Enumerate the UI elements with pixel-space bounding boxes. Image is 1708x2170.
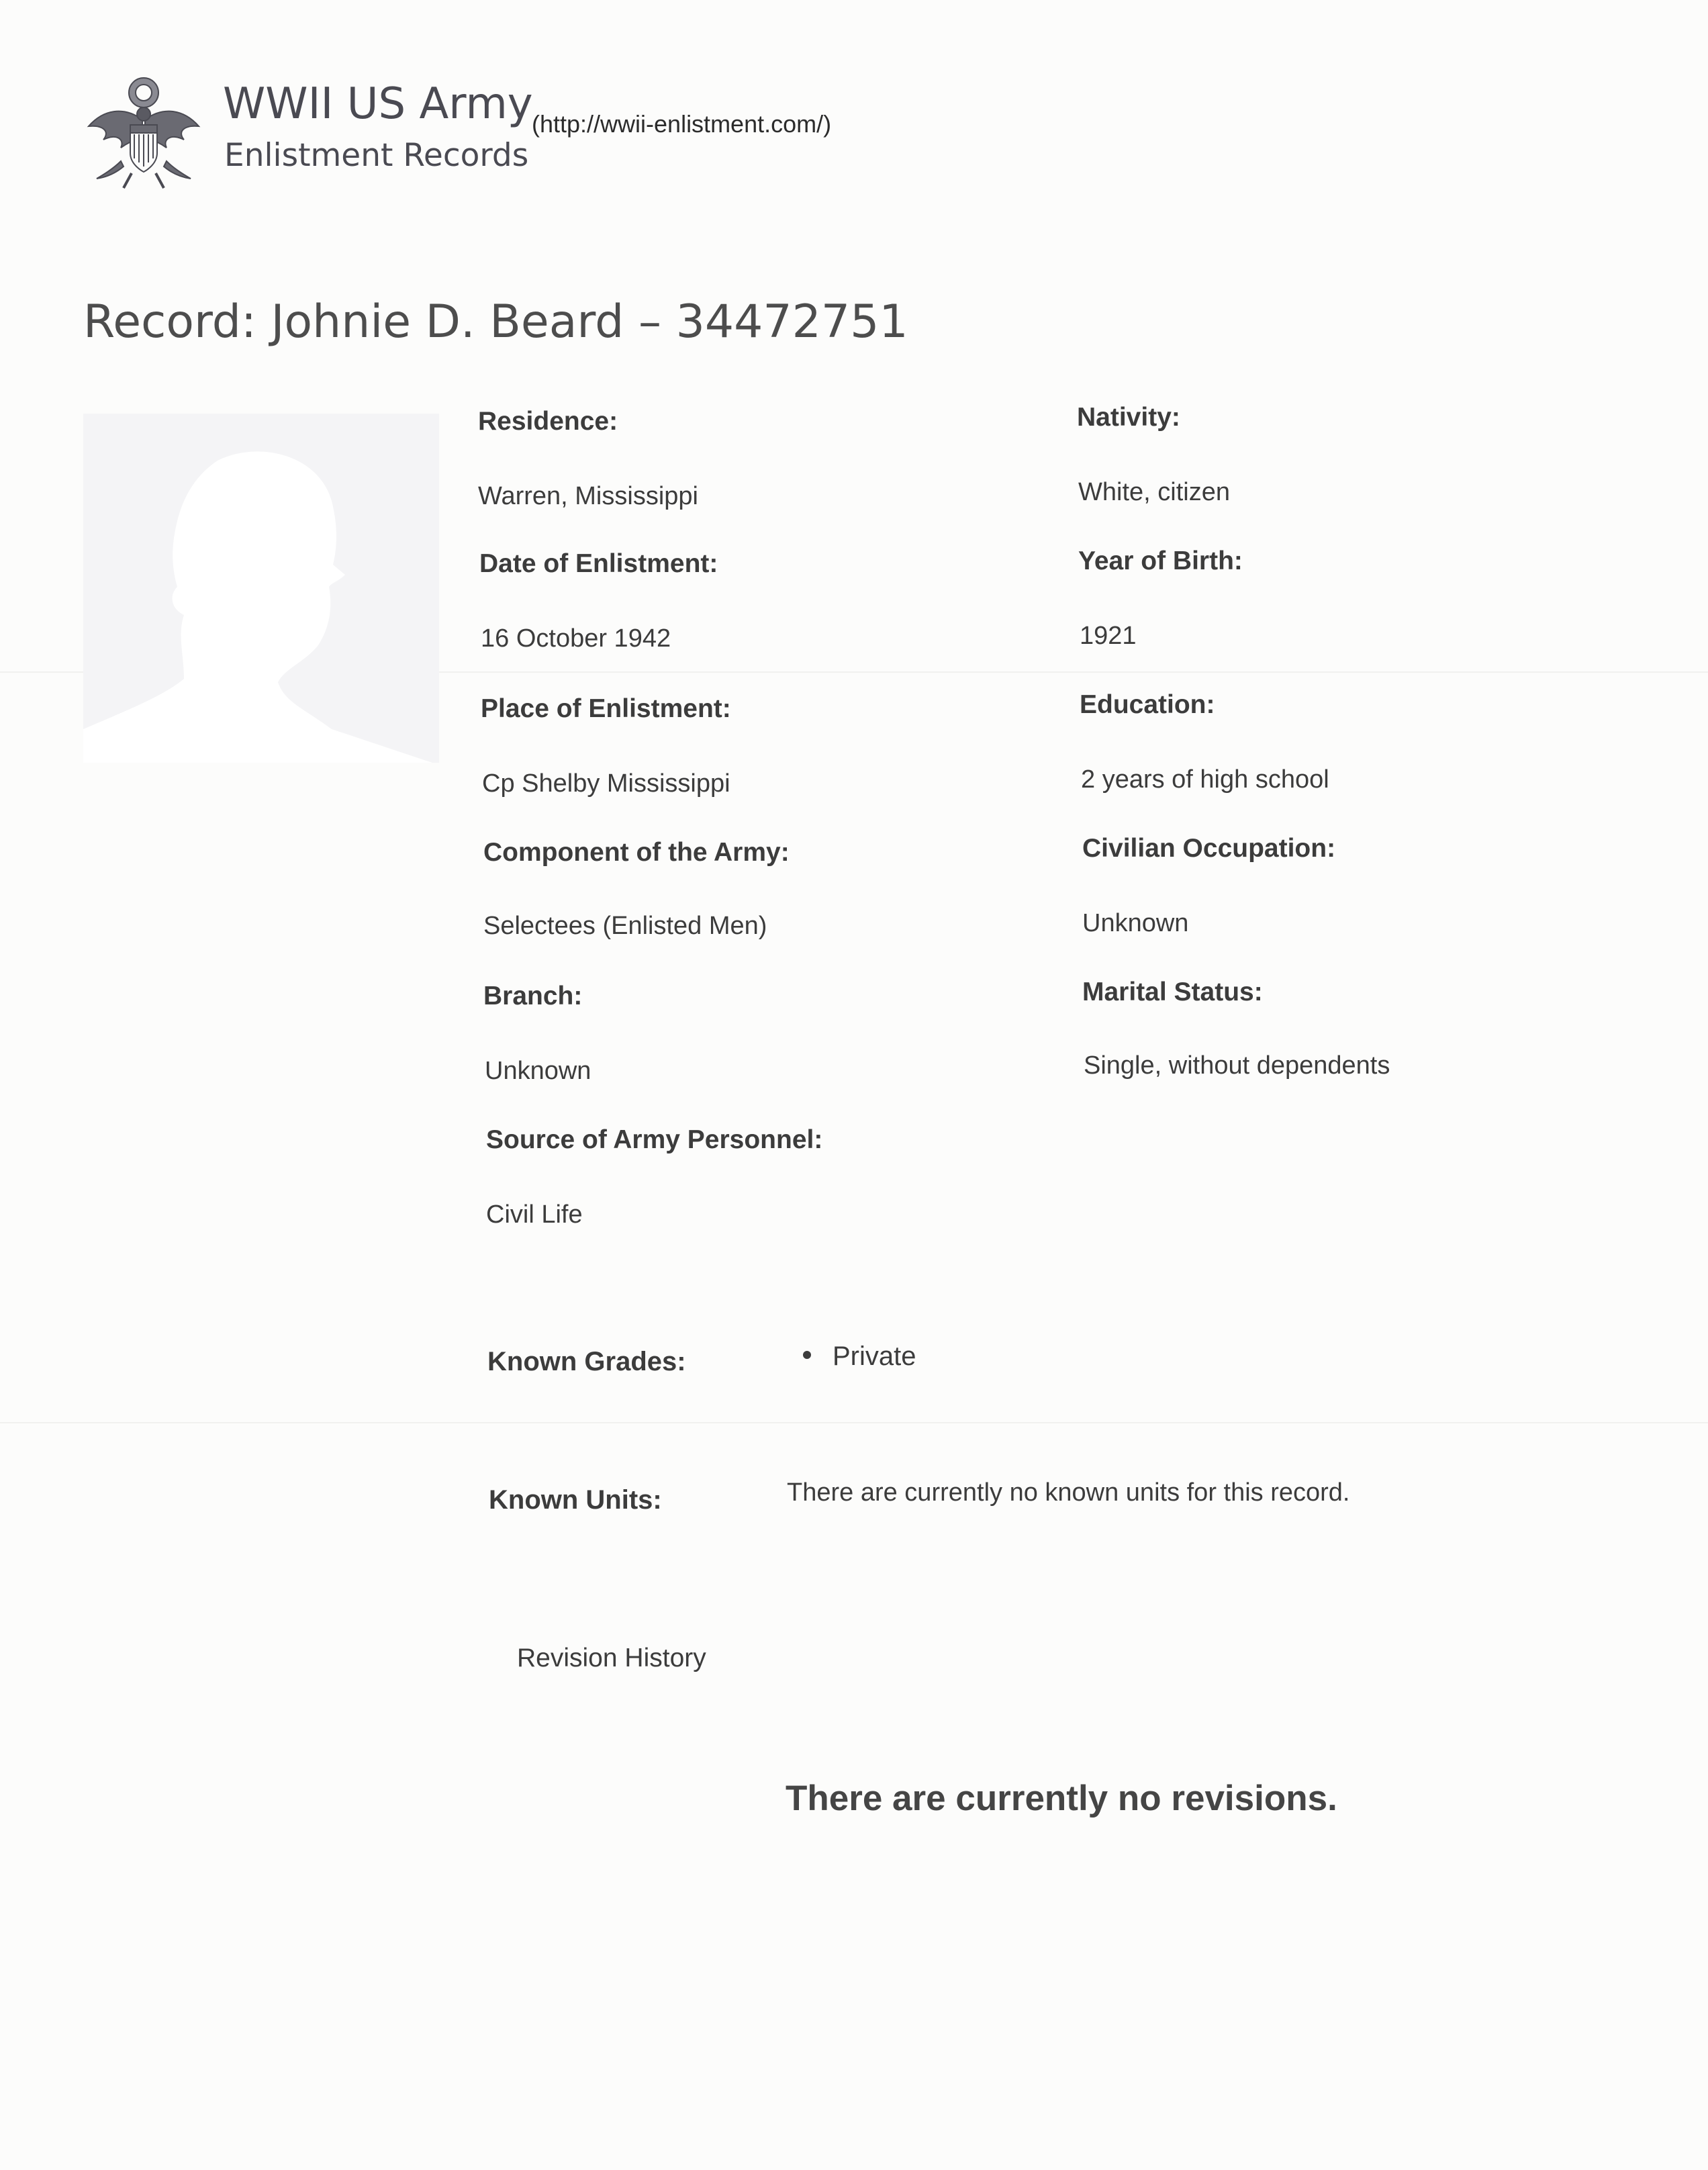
branch-value: Unknown bbox=[485, 1057, 591, 1085]
site-subtitle: Enlistment Records bbox=[224, 137, 529, 174]
scan-fold-line bbox=[0, 1422, 1708, 1423]
known-grades-list bbox=[803, 1341, 916, 1372]
known-units-label: Known Units: bbox=[489, 1485, 662, 1515]
list-item bbox=[803, 1341, 916, 1372]
date-of-enlistment-label: Date of Enlistment: bbox=[479, 549, 718, 578]
component-of-army-label: Component of the Army: bbox=[483, 838, 790, 867]
source-of-army-personnel-label: Source of Army Personnel: bbox=[486, 1125, 823, 1154]
bullet-icon bbox=[803, 1351, 811, 1359]
residence-value: Warren, Mississippi bbox=[478, 482, 698, 510]
education-value: 2 years of high school bbox=[1081, 765, 1329, 794]
nativity-value: White, citizen bbox=[1078, 478, 1230, 506]
year-of-birth-value: 1921 bbox=[1080, 622, 1137, 650]
grade-label: Private bbox=[833, 1341, 916, 1371]
year-of-birth-label: Year of Birth: bbox=[1078, 547, 1243, 575]
marital-status-label: Marital Status: bbox=[1082, 978, 1263, 1006]
place-of-enlistment-label: Place of Enlistment: bbox=[481, 694, 731, 723]
soldier-silhouette-placeholder-icon bbox=[83, 414, 439, 763]
branch-label: Branch: bbox=[483, 982, 583, 1010]
revision-history-link[interactable]: Revision History bbox=[517, 1644, 706, 1672]
site-title: WWII US Army bbox=[223, 79, 533, 129]
education-label: Education: bbox=[1080, 690, 1215, 719]
place-of-enlistment-value: Cp Shelby Mississippi bbox=[482, 769, 730, 798]
known-grades-label: Known Grades: bbox=[487, 1347, 686, 1376]
no-revisions-message: There are currently no revisions. bbox=[786, 1779, 1337, 1818]
civilian-occupation-value: Unknown bbox=[1082, 909, 1189, 937]
marital-status-value: Single, without dependents bbox=[1084, 1051, 1390, 1080]
site-url[interactable]: (http://wwii-enlistment.com/) bbox=[532, 110, 832, 138]
nativity-label: Nativity: bbox=[1077, 403, 1180, 432]
residence-label: Residence: bbox=[478, 407, 618, 436]
page-title: Record: Johnie D. Beard – 34472751 bbox=[83, 295, 908, 348]
date-of-enlistment-value: 16 October 1942 bbox=[481, 624, 671, 653]
source-of-army-personnel-value: Civil Life bbox=[486, 1200, 583, 1229]
component-of-army-value: Selectees (Enlisted Men) bbox=[483, 912, 767, 940]
known-units-text: There are currently no known units for this record. bbox=[787, 1478, 1350, 1507]
civilian-occupation-label: Civilian Occupation: bbox=[1082, 834, 1336, 863]
great-seal-eagle-icon bbox=[83, 73, 204, 193]
